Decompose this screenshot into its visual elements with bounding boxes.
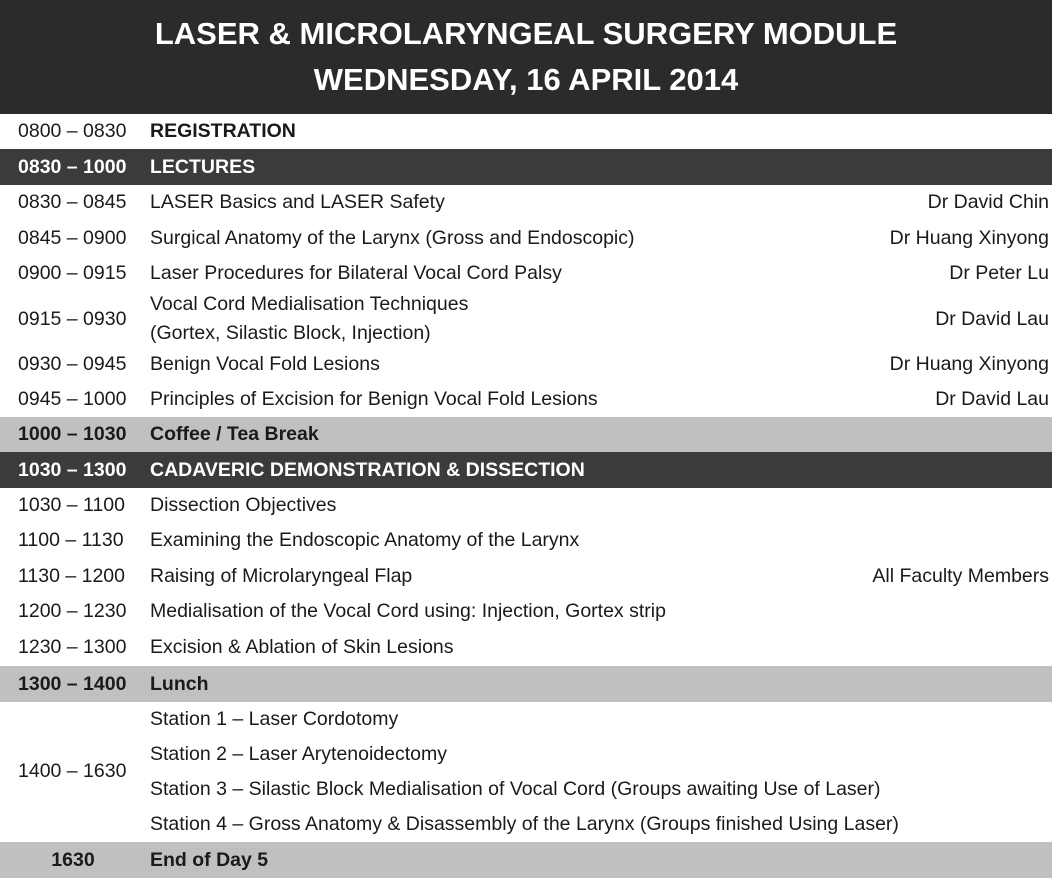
module-date: WEDNESDAY, 16 APRIL 2014 — [313, 62, 739, 97]
end-of-day-row — [0, 842, 1052, 878]
station-item: Station 3 – Silastic Block Medialisation of Vocal Cord (Groups awaiting Use of Laser) — [150, 778, 881, 800]
row-title: Lunch — [150, 672, 209, 695]
break-row-lunch — [0, 666, 1052, 702]
row-time: 0800 – 0830 — [18, 120, 127, 142]
row-time: 1130 – 1200 — [18, 564, 125, 587]
schedule-row-lecture — [0, 347, 1052, 382]
row-time: 1030 – 1100 — [18, 494, 125, 516]
row-speaker: Dr David Lau — [935, 388, 1049, 410]
row-time: 0845 – 0900 — [18, 226, 127, 249]
row-speaker: All Faculty Members — [872, 564, 1049, 587]
row-time: 1200 – 1230 — [18, 600, 127, 622]
row-time: 0930 – 0945 — [18, 353, 127, 375]
row-title: Principles of Excision for Benign Vocal Fold Lesions — [150, 388, 598, 410]
row-time: 0830 – 0845 — [18, 191, 127, 213]
row-title-line2: (Gortex, Silastic Block, Injection) — [150, 322, 431, 344]
station-item: Station 2 – Laser Arytenoidectomy — [150, 743, 448, 765]
section-header-cadaveric — [0, 452, 1052, 488]
row-title: Coffee / Tea Break — [150, 423, 319, 445]
row-time: 1000 – 1030 — [18, 423, 127, 445]
row-title-line1: Vocal Cord Medialisation Techniques — [150, 293, 469, 315]
schedule-row-lecture — [0, 185, 1052, 220]
schedule-row-lecture — [0, 382, 1052, 417]
section-header-lectures — [0, 149, 1052, 185]
row-title: Benign Vocal Fold Lesions — [150, 353, 380, 375]
row-time: 1300 – 1400 — [18, 672, 127, 695]
schedule-row-dissection — [0, 594, 1052, 629]
station-item: Station 4 – Gross Anatomy & Disassembly of the Larynx (Groups finished Using Laser) — [150, 813, 899, 835]
schedule-row-lecture — [0, 256, 1052, 291]
row-title: CADAVERIC DEMONSTRATION & DISSECTION — [150, 458, 585, 481]
row-speaker: Dr Peter Lu — [949, 262, 1049, 284]
row-title: LASER Basics and LASER Safety — [150, 191, 445, 213]
schedule-row-lecture — [0, 291, 1052, 347]
page-header — [0, 0, 1052, 114]
station-item: Station 1 – Laser Cordotomy — [150, 708, 399, 730]
row-time: 1400 – 1630 — [18, 760, 127, 782]
row-title: Excision & Ablation of Skin Lesions — [150, 636, 454, 658]
row-title: Dissection Objectives — [150, 494, 337, 516]
row-time: 0945 – 1000 — [18, 388, 127, 410]
row-title: Laser Procedures for Bilateral Vocal Cord Palsy — [150, 262, 562, 284]
row-time: 1030 – 1300 — [18, 458, 127, 481]
row-time: 0915 – 0930 — [18, 308, 127, 330]
row-speaker: Dr Huang Xinyong — [889, 353, 1049, 375]
row-title: Examining the Endoscopic Anatomy of the Larynx — [150, 529, 580, 551]
row-title: Surgical Anatomy of the Larynx (Gross and Endoscopic) — [150, 226, 635, 249]
row-time: 0900 – 0915 — [18, 262, 127, 284]
schedule-row-registration — [0, 114, 1052, 149]
row-time: 1230 – 1300 — [18, 636, 127, 658]
schedule-block-stations — [0, 702, 1052, 842]
row-speaker: Dr David Lau — [935, 308, 1049, 330]
schedule-row-dissection — [0, 523, 1052, 558]
row-title: End of Day 5 — [150, 848, 269, 871]
row-title: Raising of Microlaryngeal Flap — [150, 564, 413, 587]
break-row-coffee — [0, 417, 1052, 452]
schedule-row-dissection — [0, 558, 1052, 594]
row-time: 0830 – 1000 — [18, 155, 127, 178]
row-speaker: Dr Huang Xinyong — [889, 226, 1049, 249]
row-time: 1630 — [51, 848, 95, 871]
row-title: LECTURES — [150, 155, 256, 178]
row-time: 1100 – 1130 — [18, 529, 124, 551]
row-title: REGISTRATION — [150, 120, 296, 142]
module-title: LASER & MICROLARYNGEAL SURGERY MODULE — [154, 16, 898, 51]
schedule-row-lecture — [0, 220, 1052, 256]
schedule-row-dissection — [0, 629, 1052, 666]
schedule-row-dissection — [0, 488, 1052, 523]
row-speaker: Dr David Chin — [927, 191, 1049, 213]
row-title: Medialisation of the Vocal Cord using: Injection, Gortex strip — [150, 600, 666, 622]
